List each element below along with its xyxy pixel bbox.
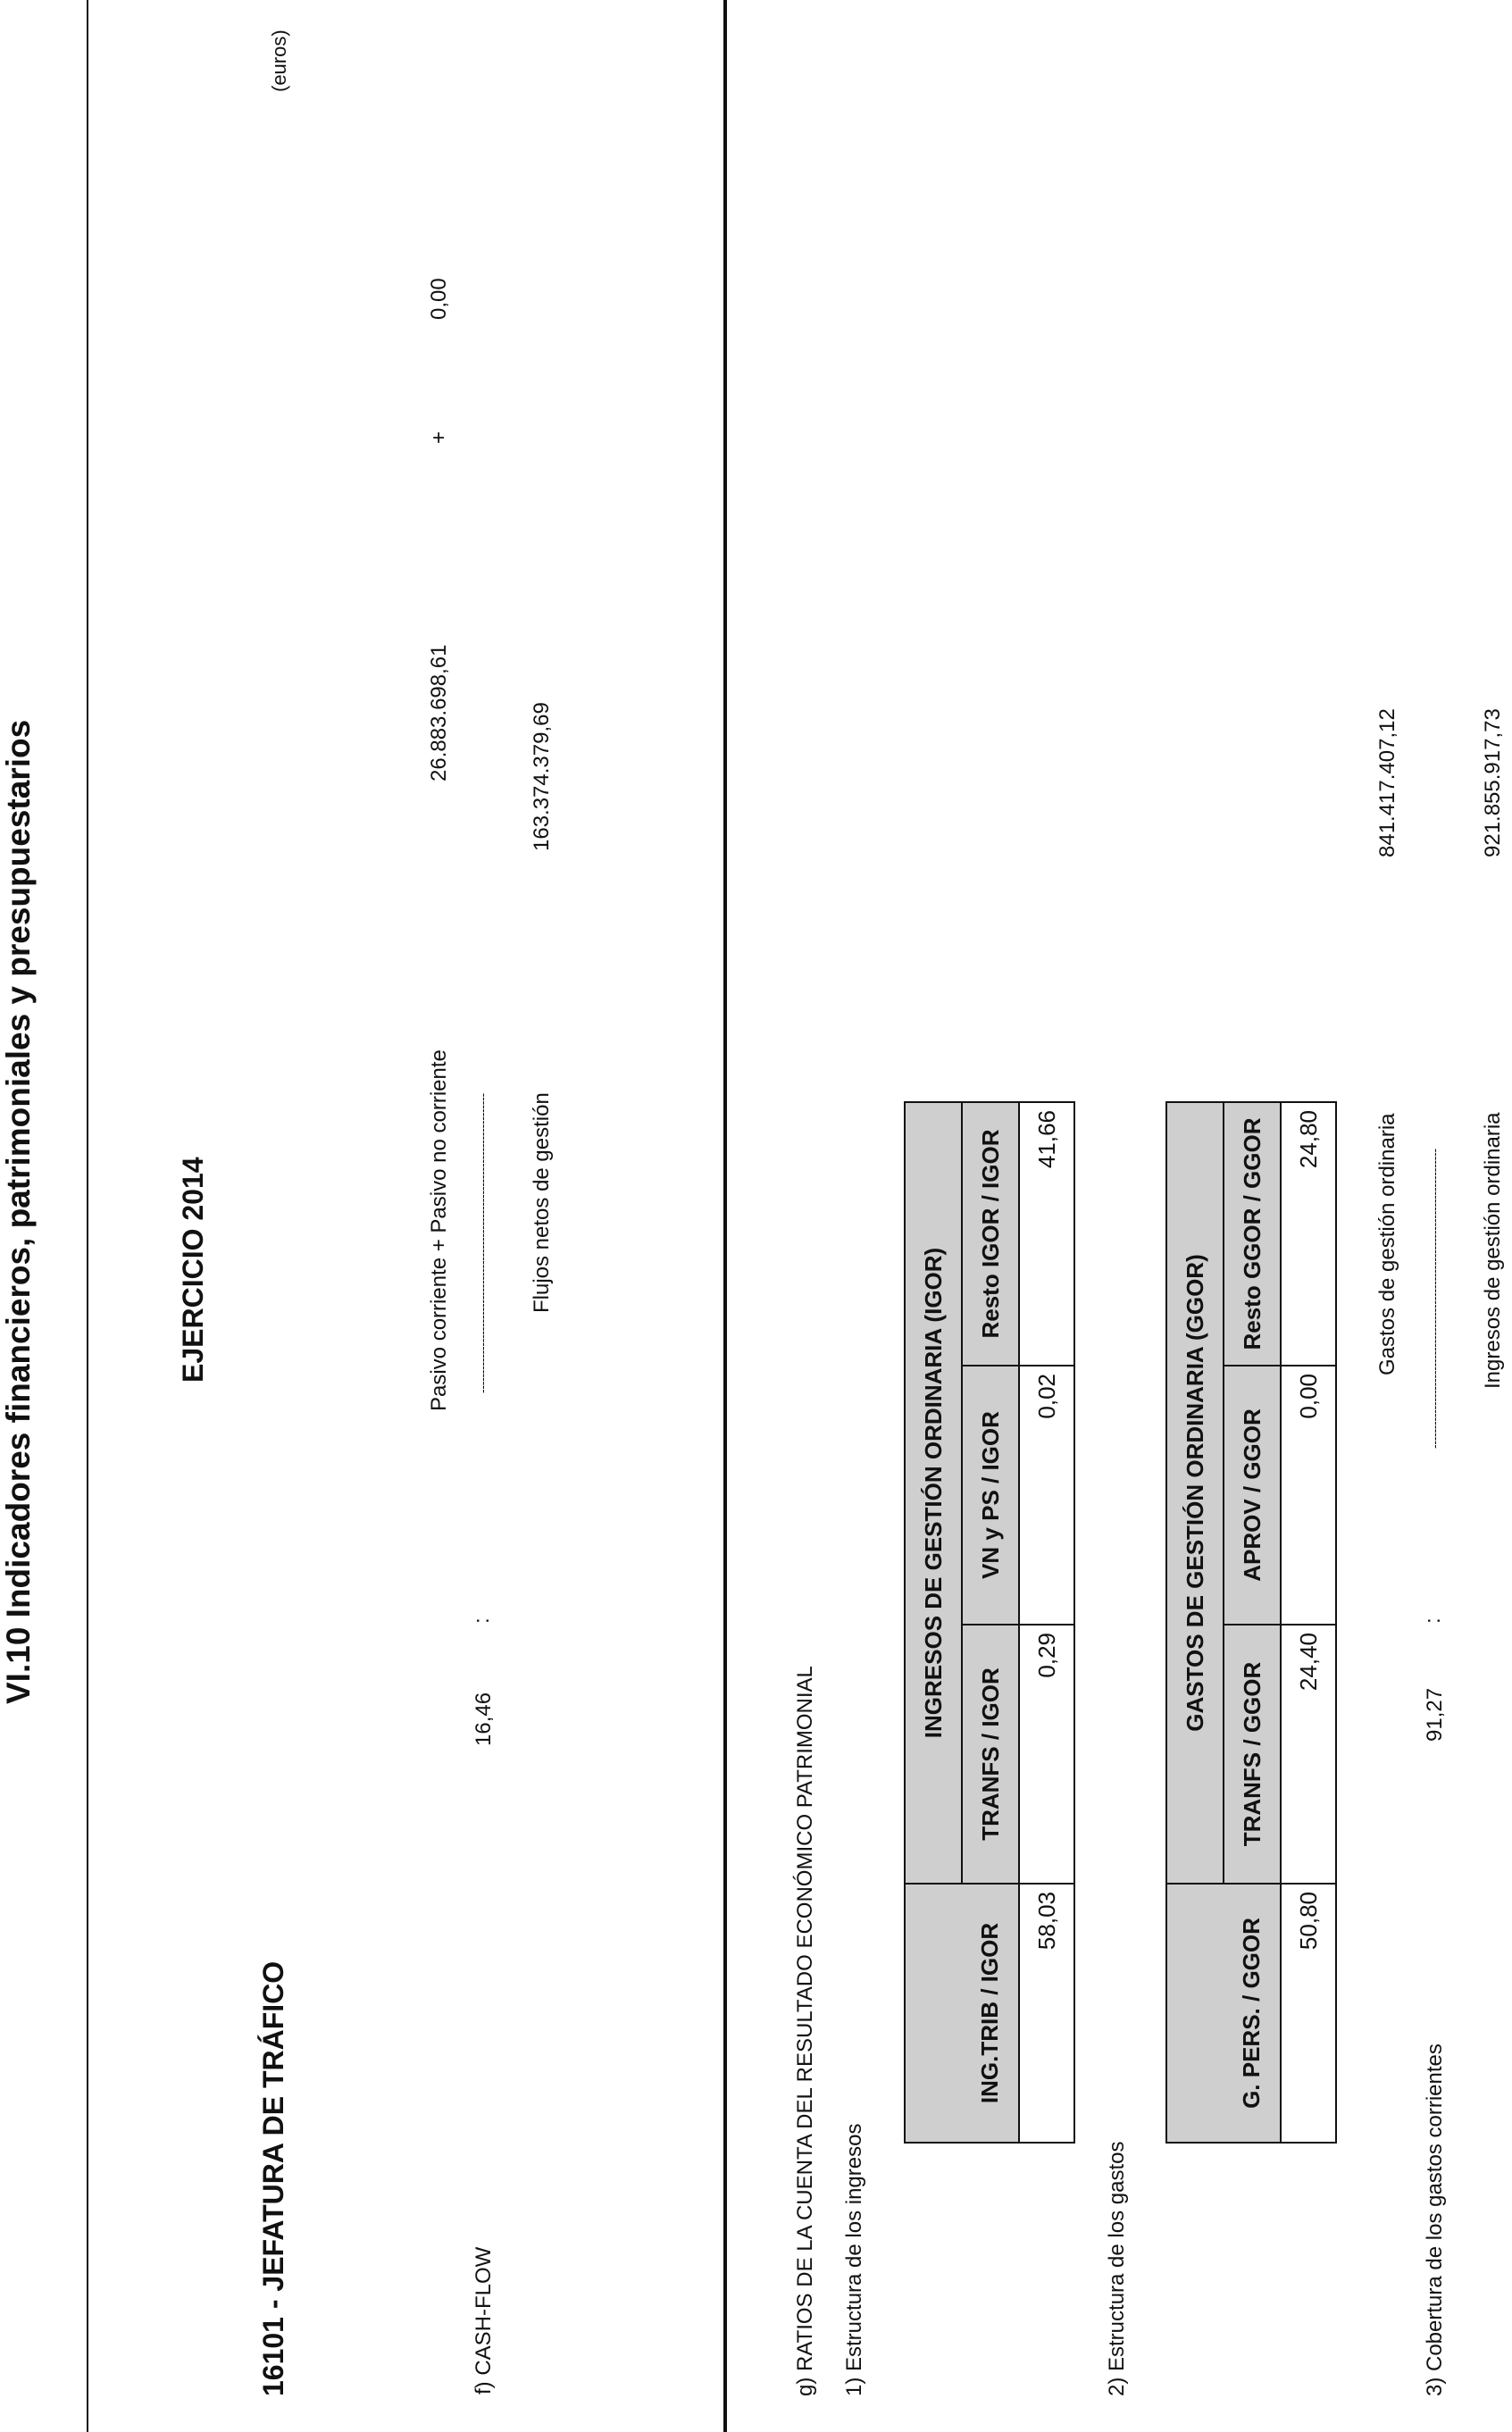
cash-flow-label: f) CASH-FLOW — [472, 2246, 496, 2394]
income-value-cell: 0,02 — [1019, 1366, 1074, 1625]
cash-flow-value: 16,46 — [472, 1692, 496, 1746]
coverage-label: 3) Cobertura de los gastos corrientes — [1423, 2043, 1447, 2396]
exercise-label: EJERCICIO 2014 — [177, 1157, 209, 1383]
expense-table-title: GASTOS DE GESTIÓN ORDINARIA (GGOR) — [1166, 1102, 1224, 1884]
income-col-header: TRANFS / IGOR — [962, 1625, 1019, 1884]
page-title: VI.10 Indicadores financieros, patrimoniales y presupuestarios — [0, 719, 37, 1704]
income-col-header: VN y PS / IGOR — [962, 1366, 1019, 1625]
expense-col-header: G. PERS. / GGOR — [1224, 1884, 1281, 2143]
income-col-header: Resto IGOR / IGOR — [962, 1102, 1019, 1366]
coverage-fraction-line: ----------------------------------------------------------------------------- — [1427, 1149, 1441, 1449]
income-table-title: INGRESOS DE GESTIÓN ORDINARIA (IGOR) — [905, 1102, 962, 1884]
coverage-denominator-label: Ingresos de gestión ordinaria — [1481, 1112, 1505, 1389]
expense-col-header: TRANFS / GGOR — [1224, 1625, 1281, 1884]
expense-value-cell: 24,40 — [1281, 1625, 1336, 1884]
coverage-denominator-value: 921.855.917,73 — [1481, 708, 1505, 857]
income-structure-table — [904, 1101, 1075, 2144]
cash-flow-colon: : — [470, 1617, 494, 1624]
section-rule — [723, 0, 727, 2432]
expense-structure-table — [1165, 1101, 1337, 2144]
coverage-numerator-label: Gastos de gestión ordinaria — [1375, 1113, 1399, 1375]
coverage-value: 91,27 — [1423, 1687, 1447, 1742]
coverage-colon: : — [1421, 1617, 1445, 1624]
ratios-heading: g) RATIOS DE LA CUENTA DEL RESULTADO ECONÓMICO PATRIMONIAL — [793, 1666, 817, 2396]
income-col-header: ING.TRIB / IGOR — [962, 1884, 1019, 2143]
income-structure-label: 1) Estructura de los ingresos — [842, 2123, 866, 2396]
income-value-cell: 0,29 — [1019, 1625, 1074, 1884]
expense-value-cell: 50,80 — [1281, 1884, 1336, 2143]
expense-structure-label: 2) Estructura de los gastos — [1105, 2141, 1129, 2396]
entity-title: 16101 - JEFATURA DE TRÁFICO — [257, 1960, 289, 2396]
cash-flow-fraction-line: ----------------------------------------------------------------------------- — [475, 1093, 489, 1393]
cash-flow-numerator-value-2: 0,00 — [427, 278, 451, 320]
cash-flow-denominator-label: Flujos netos de gestión — [530, 1092, 554, 1313]
cash-flow-numerator-value-1: 26.883.698,61 — [427, 644, 451, 781]
top-rule — [87, 0, 88, 2432]
cash-flow-numerator-label: Pasivo corriente + Pasivo no corriente — [427, 1049, 451, 1411]
cash-flow-plus-sign: + — [427, 430, 451, 444]
expense-col-header: Resto GGOR / GGOR — [1224, 1102, 1281, 1366]
coverage-numerator-value: 841.417.407,12 — [1375, 708, 1399, 857]
income-value-cell: 58,03 — [1019, 1884, 1074, 2143]
expense-value-cell: 24,80 — [1281, 1102, 1336, 1366]
cash-flow-denominator-value: 163.374.379,69 — [530, 702, 554, 851]
income-value-cell: 41,66 — [1019, 1102, 1074, 1366]
expense-col-header: APROV / GGOR — [1224, 1366, 1281, 1625]
expense-value-cell: 0,00 — [1281, 1366, 1336, 1625]
units-label: (euros) — [268, 29, 290, 92]
